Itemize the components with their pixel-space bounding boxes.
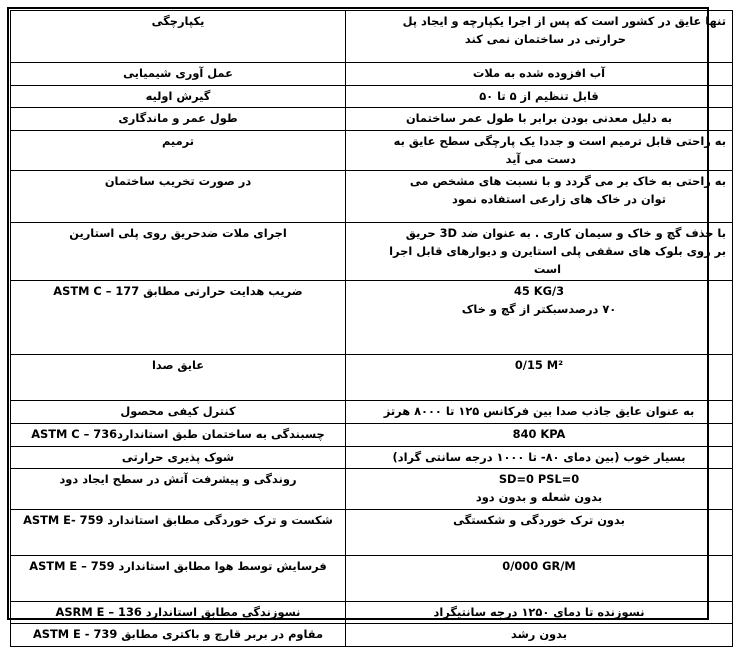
description-line: ۷۰ درصدسبکتر از گچ و خاک	[461, 302, 617, 317]
description-line: با حذف گچ و خاک و سیمان کاری . به عنوان ضد 3D حریق	[405, 226, 726, 241]
description-line: به عنوان عایق جاذب صدا بین فرکانس ۱۲۵ تا ۸۰۰۰ هرتز	[383, 404, 695, 419]
description-line: بدون شعله و بدون دود	[475, 490, 603, 505]
table-row	[11, 469, 733, 509]
table-row	[11, 401, 733, 424]
description-cell	[346, 223, 733, 281]
table-row	[11, 11, 733, 63]
description-line: قابل تنظیم از ۵ تا ۵۰	[479, 88, 599, 103]
description-line: SD=0 PSL=0	[498, 472, 580, 487]
description-line: بر روی بلوک های سقفی پلی استایرن و دیوارهای قابل اجرا	[389, 244, 726, 259]
description-line: حرارتی در ساختمان نمی کند	[464, 31, 626, 46]
description-line: بدون رشد	[511, 627, 567, 642]
table-row	[11, 509, 733, 555]
table-row	[11, 355, 733, 401]
description-line: 0/000 GR/M	[502, 558, 576, 573]
description-line: دست می آید	[505, 151, 576, 166]
table-row	[11, 601, 733, 624]
description-line: به راحتی به خاک بر می گردد و با نسبت های مشخص می	[409, 174, 726, 189]
property-cell: یکپارچگی	[11, 11, 346, 63]
description-cell	[346, 624, 733, 647]
description-cell	[346, 171, 733, 223]
property-cell: چسبندگی به ساختمان طبق استانداردASTM C – 736	[11, 424, 346, 447]
table-row	[11, 85, 733, 108]
description-cell	[346, 108, 733, 131]
table-row	[11, 555, 733, 601]
table-row	[11, 63, 733, 86]
description-cell	[346, 11, 733, 63]
property-cell: شوک پذیری حرارتی	[11, 446, 346, 469]
description-line: بسیار خوب (بین دمای ۸۰- تا ۱۰۰۰ درجه سانتی گراد)	[392, 449, 686, 464]
description-line: 0/15 M²	[514, 358, 564, 373]
description-cell	[346, 424, 733, 447]
property-cell: روندگی و پیشرفت آتش در سطح ایجاد دود	[11, 469, 346, 509]
property-cell: شکست و ترک خوردگی مطابق استاندارد ASTM E- 759	[11, 509, 346, 555]
description-cell	[346, 131, 733, 171]
property-cell: نسوزندگی مطابق استاندارد ASRM E – 136	[11, 601, 346, 624]
properties-table	[10, 10, 733, 647]
description-line: آب افزوده شده به ملات	[472, 66, 606, 80]
description-line: بدون ترک خوردگی و شکستگی	[453, 512, 625, 527]
description-cell	[346, 446, 733, 469]
property-cell: ضریب هدایت حرارتی مطابق ASTM C – 177	[11, 281, 346, 355]
description-line: به راحتی قابل ترمیم است و جددا یک پارچگی سطح عایق به	[393, 134, 726, 149]
description-cell	[346, 469, 733, 509]
table-row	[11, 223, 733, 281]
table-row	[11, 446, 733, 469]
property-cell: عمل آوری شیمیایی	[11, 63, 346, 86]
description-cell	[346, 85, 733, 108]
table-row	[11, 281, 733, 355]
table-row	[11, 171, 733, 223]
description-line: نسوزنده تا دمای ۱۲۵۰ درجه سانتیگراد	[433, 604, 645, 619]
description-cell	[346, 509, 733, 555]
table-row	[11, 424, 733, 447]
property-cell: کنترل کیفی محصول	[11, 401, 346, 424]
table-row	[11, 108, 733, 131]
property-cell: گیرش اولیه	[11, 85, 346, 108]
description-cell	[346, 601, 733, 624]
property-cell: ترمیم	[11, 131, 346, 171]
description-line: 45 KG/3	[513, 284, 565, 299]
document-page	[7, 7, 726, 642]
description-line: تنها عایق در کشور است که پس از اجرا یکپارچه و ایجاد پل	[402, 14, 726, 28]
description-cell	[346, 63, 733, 86]
property-cell: عایق صدا	[11, 355, 346, 401]
description-cell	[346, 355, 733, 401]
description-line: 840 KPA	[512, 427, 566, 442]
property-cell: مقاوم در بربر قارچ و باکتری مطابق ASTM E - 739	[11, 624, 346, 647]
property-cell: در صورت تخریب ساختمان	[11, 171, 346, 223]
description-line: به دلیل معدنی بودن برابر با طول عمر ساختمان	[405, 111, 673, 126]
description-cell	[346, 555, 733, 601]
description-line: است	[533, 261, 561, 276]
property-cell: طول عمر و ماندگاری	[11, 108, 346, 131]
property-cell: اجرای ملات ضدحریق روی پلی استارین	[11, 223, 346, 281]
table-row	[11, 624, 733, 647]
description-line: توان در خاک های زارعی استفاده نمود	[451, 192, 666, 207]
description-cell	[346, 281, 733, 355]
table-row	[11, 131, 733, 171]
description-cell	[346, 401, 733, 424]
property-cell: فرسایش توسط هوا مطابق استاندارد ASTM E – 759	[11, 555, 346, 601]
